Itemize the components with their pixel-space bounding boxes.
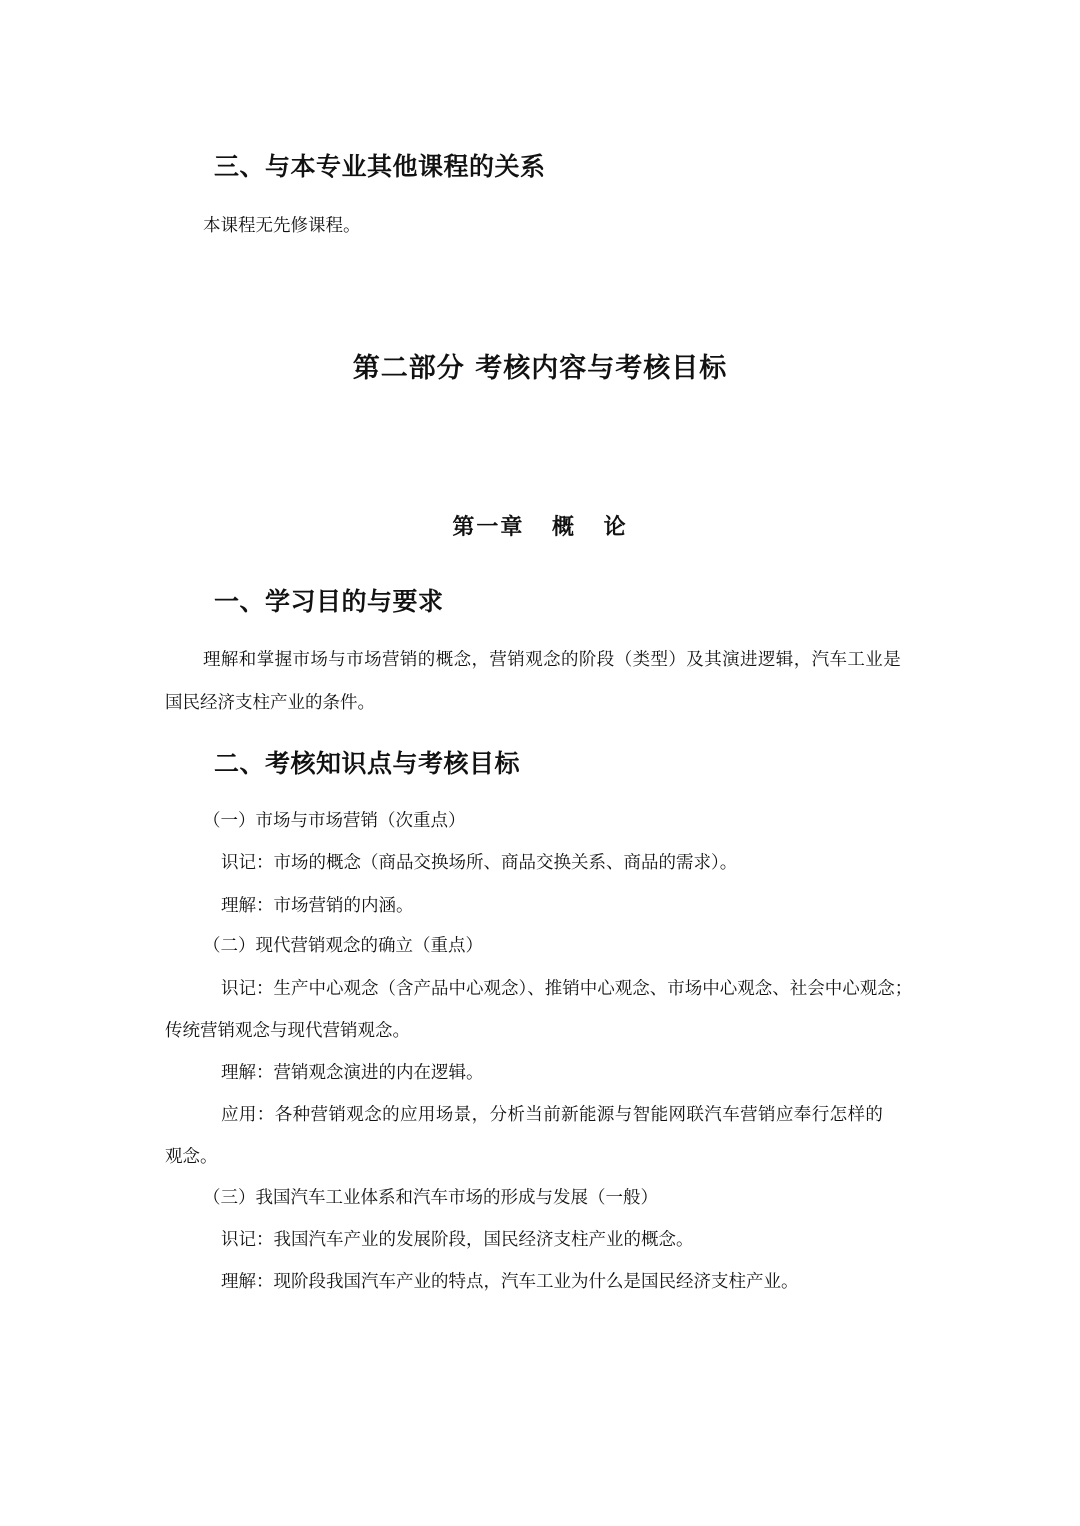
recall-item: 识记：市场的概念（商品交换场所、商品交换关系、商品的需求）。 xyxy=(221,853,738,873)
understand-item: 理解：营销观念演进的内在逻辑。 xyxy=(221,1063,484,1083)
part-title: 第二部分 考核内容与考核目标 xyxy=(352,353,728,384)
recall-item: 识记：我国汽车产业的发展阶段，国民经济支柱产业的概念。 xyxy=(221,1230,694,1250)
knowledge-point-title: （三）我国汽车工业体系和汽车市场的形成与发展（一般） xyxy=(203,1188,658,1208)
learning-objectives-line: 国民经济支柱产业的条件。 xyxy=(165,693,375,713)
chapter-title: 第一章 概 论 xyxy=(452,514,628,540)
learning-objectives-heading: 一、学习目的与要求 xyxy=(214,587,444,616)
learning-objectives-line: 理解和掌握市场与市场营销的概念，营销观念的阶段（类型）及其演进逻辑，汽车工业是 xyxy=(203,650,902,670)
understand-item: 理解：市场营销的内涵。 xyxy=(221,896,414,916)
understand-item: 理解：现阶段我国汽车产业的特点，汽车工业为什么是国民经济支柱产业。 xyxy=(221,1272,799,1292)
apply-item-continued: 观念。 xyxy=(165,1147,218,1167)
knowledge-point-title: （一）市场与市场营销（次重点） xyxy=(203,811,466,831)
section-body-prerequisites: 本课程无先修课程。 xyxy=(203,216,361,236)
recall-item-continued: 传统营销观念与现代营销观念。 xyxy=(165,1021,410,1041)
recall-item: 识记：生产中心观念（含产品中心观念）、推销中心观念、市场中心观念、社会中心观念； xyxy=(221,979,913,999)
section-heading-course-relations: 三、与本专业其他课程的关系 xyxy=(214,152,546,181)
knowledge-point-title: （二）现代营销观念的确立（重点） xyxy=(203,936,483,956)
apply-item: 应用：各种营销观念的应用场景，分析当前新能源与智能网联汽车营销应奉行怎样的 xyxy=(221,1105,884,1125)
assessment-points-heading: 二、考核知识点与考核目标 xyxy=(214,749,521,778)
